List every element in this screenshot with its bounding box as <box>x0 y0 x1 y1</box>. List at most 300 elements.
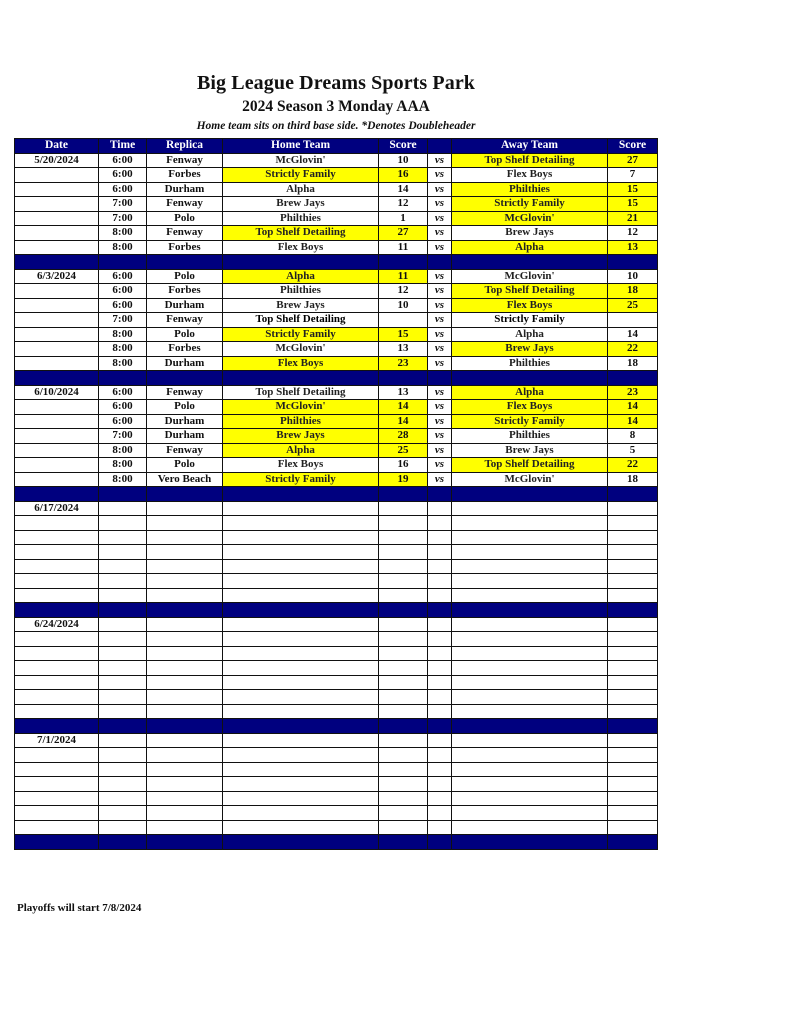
away-score-cell: 15 <box>608 182 658 197</box>
home-team-cell: Alpha <box>223 269 379 284</box>
replica-field-cell: Durham <box>147 414 223 429</box>
time-cell <box>99 661 147 676</box>
date-cell <box>15 545 99 560</box>
separator-cell <box>452 603 608 618</box>
time-cell <box>99 516 147 531</box>
time-cell <box>99 501 147 516</box>
separator-cell <box>15 487 99 502</box>
away-team-cell: Strictly Family <box>452 313 608 328</box>
table-row <box>15 530 658 545</box>
separator-cell <box>608 255 658 270</box>
home-team-cell <box>223 806 379 821</box>
away-score-cell: 21 <box>608 211 658 226</box>
home-score-cell <box>379 617 428 632</box>
home-team-cell: Philthies <box>223 211 379 226</box>
time-cell <box>99 690 147 705</box>
page-title: Big League Dreams Sports Park <box>196 72 476 94</box>
home-team-cell: Brew Jays <box>223 298 379 313</box>
table-row <box>15 559 658 574</box>
away-team-cell <box>452 690 608 705</box>
vs-label: vs <box>428 269 452 284</box>
date-cell <box>15 356 99 371</box>
vs-cell <box>428 559 452 574</box>
vs-cell <box>428 777 452 792</box>
separator-cell <box>428 255 452 270</box>
table-row <box>15 617 658 632</box>
separator-cell <box>223 487 379 502</box>
away-team-cell <box>452 617 608 632</box>
table-row <box>15 661 658 676</box>
date-cell: 6/3/2024 <box>15 269 99 284</box>
time-cell <box>99 733 147 748</box>
away-score-cell <box>608 661 658 676</box>
date-cell <box>15 472 99 487</box>
replica-field-cell <box>147 530 223 545</box>
column-header-home-team: Home Team <box>223 139 379 154</box>
vs-cell <box>428 617 452 632</box>
away-score-cell: 22 <box>608 342 658 357</box>
home-team-cell: Strictly Family <box>223 472 379 487</box>
home-score-cell: 11 <box>379 269 428 284</box>
home-team-cell <box>223 762 379 777</box>
home-score-cell <box>379 632 428 647</box>
away-score-cell <box>608 559 658 574</box>
separator-cell <box>99 603 147 618</box>
separator-cell <box>99 835 147 850</box>
vs-label: vs <box>428 414 452 429</box>
separator-cell <box>608 719 658 734</box>
table-row <box>15 327 658 342</box>
away-team-cell: Brew Jays <box>452 443 608 458</box>
away-score-cell: 14 <box>608 414 658 429</box>
date-cell <box>15 342 99 357</box>
separator-cell <box>223 603 379 618</box>
away-team-cell: Alpha <box>452 385 608 400</box>
replica-field-cell: Polo <box>147 400 223 415</box>
home-team-cell <box>223 661 379 676</box>
date-cell <box>15 429 99 444</box>
vs-label: vs <box>428 327 452 342</box>
away-score-cell: 27 <box>608 153 658 168</box>
table-row <box>15 284 658 299</box>
home-score-cell <box>379 545 428 560</box>
separator-cell <box>99 255 147 270</box>
away-score-cell <box>608 675 658 690</box>
away-score-cell <box>608 748 658 763</box>
replica-field-cell <box>147 791 223 806</box>
away-team-cell: McGlovin' <box>452 472 608 487</box>
replica-field-cell <box>147 762 223 777</box>
vs-label: vs <box>428 298 452 313</box>
home-team-cell: Top Shelf Detailing <box>223 385 379 400</box>
home-team-cell <box>223 617 379 632</box>
away-team-cell <box>452 748 608 763</box>
vs-cell <box>428 690 452 705</box>
time-cell: 6:00 <box>99 400 147 415</box>
vs-label: vs <box>428 458 452 473</box>
away-score-cell: 23 <box>608 385 658 400</box>
home-score-cell <box>379 733 428 748</box>
table-row <box>15 690 658 705</box>
time-cell <box>99 675 147 690</box>
away-team-cell: Top Shelf Detailing <box>452 458 608 473</box>
home-score-cell <box>379 313 428 328</box>
home-score-cell: 12 <box>379 197 428 212</box>
home-score-cell: 23 <box>379 356 428 371</box>
separator-cell <box>223 835 379 850</box>
home-score-cell: 15 <box>379 327 428 342</box>
away-team-cell: Flex Boys <box>452 298 608 313</box>
separator-cell <box>452 371 608 386</box>
column-header-vs <box>428 139 452 154</box>
table-row <box>15 501 658 516</box>
replica-field-cell <box>147 574 223 589</box>
time-cell: 6:00 <box>99 414 147 429</box>
home-score-cell: 11 <box>379 240 428 255</box>
date-cell <box>15 327 99 342</box>
vs-cell <box>428 762 452 777</box>
vs-label: vs <box>428 472 452 487</box>
table-row <box>15 429 658 444</box>
replica-field-cell: Fenway <box>147 313 223 328</box>
table-row <box>15 356 658 371</box>
replica-field-cell: Fenway <box>147 226 223 241</box>
home-team-cell: Top Shelf Detailing <box>223 313 379 328</box>
away-score-cell <box>608 690 658 705</box>
home-score-cell <box>379 588 428 603</box>
table-row <box>15 269 658 284</box>
home-team-cell: Strictly Family <box>223 168 379 183</box>
date-cell <box>15 574 99 589</box>
away-team-cell: Philthies <box>452 182 608 197</box>
home-score-cell <box>379 748 428 763</box>
table-row <box>15 458 658 473</box>
separator-cell <box>379 835 428 850</box>
date-cell: 6/17/2024 <box>15 501 99 516</box>
away-team-cell <box>452 762 608 777</box>
vs-cell <box>428 806 452 821</box>
week-separator-row <box>15 603 658 618</box>
home-score-cell: 14 <box>379 414 428 429</box>
date-cell <box>15 240 99 255</box>
away-score-cell <box>608 806 658 821</box>
time-cell: 6:00 <box>99 284 147 299</box>
date-cell <box>15 588 99 603</box>
date-cell <box>15 458 99 473</box>
away-team-cell: Top Shelf Detailing <box>452 284 608 299</box>
replica-field-cell <box>147 617 223 632</box>
vs-cell <box>428 530 452 545</box>
away-score-cell: 7 <box>608 168 658 183</box>
away-team-cell <box>452 704 608 719</box>
home-team-cell: McGlovin' <box>223 342 379 357</box>
home-score-cell: 25 <box>379 443 428 458</box>
home-score-cell: 1 <box>379 211 428 226</box>
separator-cell <box>147 603 223 618</box>
away-score-cell: 25 <box>608 298 658 313</box>
date-cell: 5/20/2024 <box>15 153 99 168</box>
replica-field-cell: Forbes <box>147 284 223 299</box>
date-cell <box>15 632 99 647</box>
column-header-replica: Replica <box>147 139 223 154</box>
home-score-cell: 13 <box>379 342 428 357</box>
week-separator-row <box>15 719 658 734</box>
home-team-cell <box>223 820 379 835</box>
time-cell: 7:00 <box>99 197 147 212</box>
date-cell <box>15 197 99 212</box>
vs-cell <box>428 704 452 719</box>
time-cell <box>99 646 147 661</box>
time-cell <box>99 820 147 835</box>
column-header-away-team: Away Team <box>452 139 608 154</box>
away-team-cell: Alpha <box>452 240 608 255</box>
table-row <box>15 414 658 429</box>
vs-cell <box>428 791 452 806</box>
date-cell <box>15 806 99 821</box>
separator-cell <box>379 603 428 618</box>
time-cell: 8:00 <box>99 327 147 342</box>
replica-field-cell: Fenway <box>147 153 223 168</box>
replica-field-cell: Polo <box>147 211 223 226</box>
table-row <box>15 168 658 183</box>
home-score-cell <box>379 806 428 821</box>
away-team-cell <box>452 588 608 603</box>
date-cell <box>15 516 99 531</box>
replica-field-cell <box>147 777 223 792</box>
replica-field-cell <box>147 632 223 647</box>
separator-cell <box>99 487 147 502</box>
vs-label: vs <box>428 400 452 415</box>
table-row <box>15 182 658 197</box>
separator-cell <box>608 835 658 850</box>
away-score-cell <box>608 777 658 792</box>
time-cell: 8:00 <box>99 472 147 487</box>
home-score-cell <box>379 646 428 661</box>
separator-cell <box>223 371 379 386</box>
home-team-cell <box>223 791 379 806</box>
away-team-cell: Brew Jays <box>452 226 608 241</box>
vs-label: vs <box>428 429 452 444</box>
vs-label: vs <box>428 385 452 400</box>
time-cell: 8:00 <box>99 458 147 473</box>
schedule-table <box>14 138 658 850</box>
separator-cell <box>452 487 608 502</box>
time-cell <box>99 704 147 719</box>
replica-field-cell: Durham <box>147 182 223 197</box>
time-cell: 6:00 <box>99 385 147 400</box>
home-team-cell <box>223 559 379 574</box>
date-cell <box>15 414 99 429</box>
away-team-cell <box>452 501 608 516</box>
home-score-cell <box>379 574 428 589</box>
vs-label: vs <box>428 356 452 371</box>
date-cell <box>15 182 99 197</box>
table-row <box>15 516 658 531</box>
away-score-cell: 12 <box>608 226 658 241</box>
home-score-cell <box>379 530 428 545</box>
separator-cell <box>147 371 223 386</box>
separator-cell <box>428 719 452 734</box>
replica-field-cell: Fenway <box>147 443 223 458</box>
away-score-cell <box>608 762 658 777</box>
away-team-cell <box>452 675 608 690</box>
replica-field-cell: Polo <box>147 458 223 473</box>
vs-cell <box>428 516 452 531</box>
table-header-row <box>15 139 658 154</box>
home-score-cell <box>379 516 428 531</box>
separator-cell <box>15 603 99 618</box>
table-row <box>15 574 658 589</box>
playoffs-note: Playoffs will start 7/8/2024 <box>17 902 142 914</box>
replica-field-cell <box>147 559 223 574</box>
vs-label: vs <box>428 211 452 226</box>
table-row <box>15 472 658 487</box>
replica-field-cell <box>147 748 223 763</box>
away-team-cell: Top Shelf Detailing <box>452 153 608 168</box>
separator-cell <box>15 835 99 850</box>
date-cell: 7/1/2024 <box>15 733 99 748</box>
vs-label: vs <box>428 313 452 328</box>
away-team-cell <box>452 820 608 835</box>
separator-cell <box>379 487 428 502</box>
home-score-cell <box>379 675 428 690</box>
home-team-cell <box>223 545 379 560</box>
vs-label: vs <box>428 226 452 241</box>
date-cell <box>15 777 99 792</box>
separator-cell <box>15 719 99 734</box>
season-subtitle: 2024 Season 3 Monday AAA <box>242 98 430 115</box>
time-cell: 6:00 <box>99 168 147 183</box>
time-cell <box>99 588 147 603</box>
vs-cell <box>428 675 452 690</box>
replica-field-cell: Fenway <box>147 385 223 400</box>
home-team-cell: Flex Boys <box>223 240 379 255</box>
table-row <box>15 777 658 792</box>
away-score-cell: 14 <box>608 400 658 415</box>
table-row <box>15 733 658 748</box>
time-cell <box>99 530 147 545</box>
week-separator-row <box>15 371 658 386</box>
table-row <box>15 632 658 647</box>
schedule-note: Home team sits on third base side. *Denotes Doubleheader <box>196 120 476 132</box>
date-cell <box>15 690 99 705</box>
away-team-cell: Strictly Family <box>452 197 608 212</box>
away-team-cell: Brew Jays <box>452 342 608 357</box>
vs-cell <box>428 748 452 763</box>
home-team-cell: Flex Boys <box>223 458 379 473</box>
replica-field-cell: Durham <box>147 298 223 313</box>
away-score-cell: 18 <box>608 472 658 487</box>
time-cell: 7:00 <box>99 211 147 226</box>
table-row <box>15 298 658 313</box>
table-row <box>15 588 658 603</box>
date-cell <box>15 168 99 183</box>
date-cell <box>15 530 99 545</box>
home-team-cell <box>223 675 379 690</box>
home-score-cell: 10 <box>379 153 428 168</box>
away-score-cell: 15 <box>608 197 658 212</box>
away-team-cell <box>452 559 608 574</box>
away-score-cell: 10 <box>608 269 658 284</box>
vs-cell <box>428 574 452 589</box>
vs-cell <box>428 588 452 603</box>
home-team-cell <box>223 632 379 647</box>
home-team-cell <box>223 748 379 763</box>
home-score-cell <box>379 777 428 792</box>
home-team-cell <box>223 733 379 748</box>
replica-field-cell <box>147 806 223 821</box>
away-score-cell <box>608 733 658 748</box>
table-row <box>15 545 658 560</box>
away-team-cell <box>452 545 608 560</box>
time-cell: 8:00 <box>99 342 147 357</box>
home-team-cell <box>223 704 379 719</box>
replica-field-cell: Durham <box>147 356 223 371</box>
date-cell <box>15 748 99 763</box>
away-team-cell: Flex Boys <box>452 400 608 415</box>
away-score-cell <box>608 574 658 589</box>
vs-label: vs <box>428 168 452 183</box>
separator-cell <box>379 719 428 734</box>
time-cell: 8:00 <box>99 240 147 255</box>
separator-cell <box>15 371 99 386</box>
table-row <box>15 806 658 821</box>
home-team-cell: Philthies <box>223 414 379 429</box>
time-cell: 8:00 <box>99 356 147 371</box>
date-cell <box>15 298 99 313</box>
date-cell: 6/24/2024 <box>15 617 99 632</box>
home-team-cell: Alpha <box>223 182 379 197</box>
home-score-cell: 16 <box>379 458 428 473</box>
date-cell <box>15 661 99 676</box>
table-row <box>15 704 658 719</box>
away-score-cell <box>608 313 658 328</box>
away-team-cell: Alpha <box>452 327 608 342</box>
date-cell <box>15 313 99 328</box>
home-team-cell: McGlovin' <box>223 400 379 415</box>
away-score-cell <box>608 632 658 647</box>
home-team-cell <box>223 690 379 705</box>
column-header-away-score: Score <box>608 139 658 154</box>
home-team-cell <box>223 777 379 792</box>
separator-cell <box>428 487 452 502</box>
home-team-cell: Brew Jays <box>223 429 379 444</box>
vs-label: vs <box>428 197 452 212</box>
home-score-cell <box>379 791 428 806</box>
home-team-cell: Philthies <box>223 284 379 299</box>
replica-field-cell <box>147 690 223 705</box>
away-score-cell <box>608 820 658 835</box>
schedule-body <box>15 153 658 849</box>
away-score-cell: 13 <box>608 240 658 255</box>
replica-field-cell: Durham <box>147 429 223 444</box>
away-score-cell: 18 <box>608 284 658 299</box>
away-team-cell <box>452 733 608 748</box>
separator-cell <box>452 255 608 270</box>
date-cell <box>15 704 99 719</box>
away-team-cell: Flex Boys <box>452 168 608 183</box>
separator-cell <box>428 371 452 386</box>
replica-field-cell <box>147 661 223 676</box>
table-row <box>15 748 658 763</box>
home-score-cell: 12 <box>379 284 428 299</box>
replica-field-cell <box>147 646 223 661</box>
home-team-cell <box>223 516 379 531</box>
away-team-cell <box>452 574 608 589</box>
replica-field-cell <box>147 588 223 603</box>
separator-cell <box>608 603 658 618</box>
vs-label: vs <box>428 342 452 357</box>
